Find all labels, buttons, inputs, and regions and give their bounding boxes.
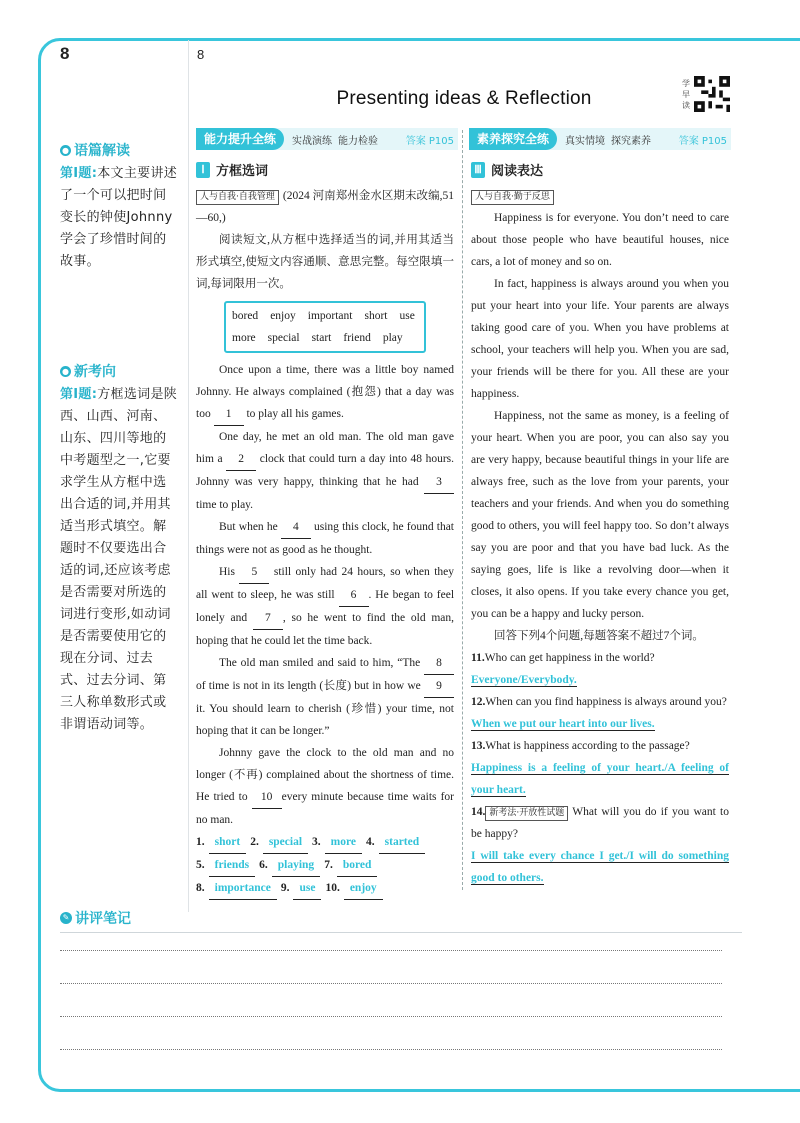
note-line[interactable] (60, 1016, 722, 1017)
blank-6[interactable]: 6 (339, 584, 369, 607)
instruction: 阅读短文,从方框中选择适当的词,并用其适当形式填空,使短文内容通顺、意思完整。每空限填一词,每词限用一次。 (196, 234, 454, 290)
answer-13[interactable]: Happiness is a feeling of your heart./A feeling of your heart. (471, 762, 729, 796)
answer-12[interactable]: When we put our heart into our lives. (471, 718, 655, 730)
passage-paragraph: Johnny gave the clock to the old man and no longer (不再) complained about the shortness of time. He tried to 10 every minute because time waits for no man. (196, 747, 455, 826)
left-section-band: 能力提升全练 实战演练 能力检验 答案 P105 (196, 128, 458, 150)
qr-code-icon[interactable] (694, 76, 730, 112)
page-number-left: 8 (60, 44, 70, 63)
passage-paragraph: Once upon a time, there was a little boy named Johnny. He always complained (抱怨) that a day was too 1 to play all his games. (196, 359, 454, 426)
sidebar-head-reading: ● 语篇解读 (62, 143, 130, 159)
left-column (196, 160, 454, 900)
sidebar-divider (188, 40, 189, 912)
blank-9[interactable]: 9 (424, 675, 454, 698)
circle-icon: ● (60, 145, 71, 156)
source-line: 人与自我·勤于反思 (471, 185, 729, 207)
blank-2[interactable]: 2 (226, 448, 256, 471)
blank-8[interactable]: 8 (424, 652, 454, 675)
question-13: 13.What is happiness according to the passage? (471, 740, 690, 752)
blank-4[interactable]: 4 (281, 516, 311, 539)
answer-row: 1. short 2. special 3. more 4. started (196, 831, 454, 854)
answer-row: 8. importance 9. use 10. enjoy (196, 877, 454, 900)
word-box (224, 301, 426, 353)
sidebar-head-trend: ● 新考向 (62, 364, 116, 380)
circle-icon: ● (60, 366, 71, 377)
note-line[interactable] (60, 983, 722, 984)
pen-icon: ✎ (60, 912, 72, 924)
blank-5[interactable]: 5 (239, 561, 269, 584)
notes-divider (60, 932, 742, 933)
column-divider (462, 130, 463, 890)
answer-9[interactable]: use (293, 877, 321, 900)
sidebar-text-trend: 第Ⅰ题:方框选词是陕西、山西、河南、山东、四川等地的中考题型之一,它要求学生从方框中选出合适的词,并用其适当形式填空。解题时不仅要选出合适的词,还应该考虑是否需要对所选的词进行变形,如动词是否需要使用它的现在分词、过去式、过去分词、第三人称单数形式或非谓语动词等。 (60, 387, 178, 732)
answer-3[interactable]: more (325, 831, 362, 854)
answer-8[interactable]: importance (209, 877, 277, 900)
sidebar (60, 140, 178, 736)
right-column (471, 160, 729, 889)
passage-paragraph: His 5 still only had 24 hours, so when they all went to sleep, he was still 6 . He began to feel lonely and 7 , so he went to find the old man, hoping that he could let the time back. (196, 561, 454, 652)
blank-7[interactable]: 7 (253, 607, 283, 630)
question-14: 14. 新考法·开放性试题 What will you do if you want to be happy? (471, 806, 729, 840)
blank-10[interactable]: 10 (252, 786, 282, 809)
sidebar-text-reading: 第Ⅰ题:本文主要讲述了一个可以把时间变长的钟使Johnny学会了珍惜时间的故事。 (60, 166, 178, 269)
answer-14[interactable]: I will take every chance I get./I will do something good to others. (471, 850, 729, 884)
source-line: 人与自我·自我管理 (2024 河南郑州金水区期末改编,51—60,) (196, 190, 454, 224)
answer-row: 5. friends 6. playing 7. bored (196, 854, 454, 877)
word-row-1: bored enjoy important short use (232, 310, 415, 322)
answer-6[interactable]: playing (272, 854, 320, 877)
right-section-band: 素养探究全练 真实情境 探究素养 答案 P105 (469, 128, 731, 150)
section-heading: Ⅰ 方框选词 (196, 160, 454, 179)
blank-3[interactable]: 3 (424, 471, 454, 494)
blank-1[interactable]: 1 (214, 403, 244, 426)
answer-4[interactable]: started (379, 831, 426, 854)
passage-paragraph: But when he 4 using this clock, he found that things were not as good as he thought. (196, 516, 454, 561)
answer-10[interactable]: enjoy (344, 877, 383, 900)
section-heading: Ⅲ 阅读表达 (471, 160, 729, 179)
passage-paragraph: Happiness is for everyone. You don’t need to care about those people who have beautiful houses, nice cars, a lot of money and so on. (471, 212, 729, 268)
answer-7[interactable]: bored (337, 854, 378, 877)
page-number-center: 8 (197, 47, 205, 62)
answer-11[interactable]: Everyone/Everybody. (471, 674, 577, 686)
answer-2[interactable]: special (263, 831, 308, 854)
instruction: 回答下列4个问题,每题答案不超过7个词。 (494, 630, 704, 642)
passage-paragraph: In fact, happiness is always around you when you put your heart into your life. Your parents are always taking good care of you. When you have problems at school, your teachers will help you. When you are sad, your friends will be there for you. All these are your happiness. (471, 278, 729, 400)
notes-heading: ✎ 讲评笔记 (60, 908, 131, 928)
page-title: Presenting ideas & Reflection (336, 88, 592, 109)
note-line[interactable] (60, 950, 722, 951)
question-11: 11.Who can get happiness in the world? (471, 652, 655, 664)
note-line[interactable] (60, 1049, 722, 1050)
qr-label: 学 早 读 (682, 79, 690, 110)
question-12: 12.When can you find happiness is always around you? (471, 696, 727, 708)
answer-5[interactable]: friends (209, 854, 256, 877)
answer-1[interactable]: short (209, 831, 247, 854)
passage-paragraph: Happiness, not the same as money, is a feeling of your heart. When you are poor, you can also say you are very happy, because beautiful things in your life are always free, such as the love from your parents, your teachers and your friends. And when you do something good to others, you will feel happy too. So don’t always say you are poor and that you have bad luck. As the saying goes, life is like a revolving door—when it closes, it also opens. If you take every chance you get, you can be a happy and lucky person. (471, 410, 729, 620)
passage-paragraph: The old man smiled and said to him, “The 8 of time is not in its length (长度) but in how we 9 it. You should learn to cherish (珍惜) your time, not hoping that it can be longer.” (196, 652, 454, 742)
word-row-2: more special start friend play (232, 332, 403, 344)
passage-paragraph: One day, he met an old man. The old man gave him a 2 clock that could turn a day into 48 hours. Johnny was very happy, thinking that he had 3 time to play. (196, 431, 455, 511)
